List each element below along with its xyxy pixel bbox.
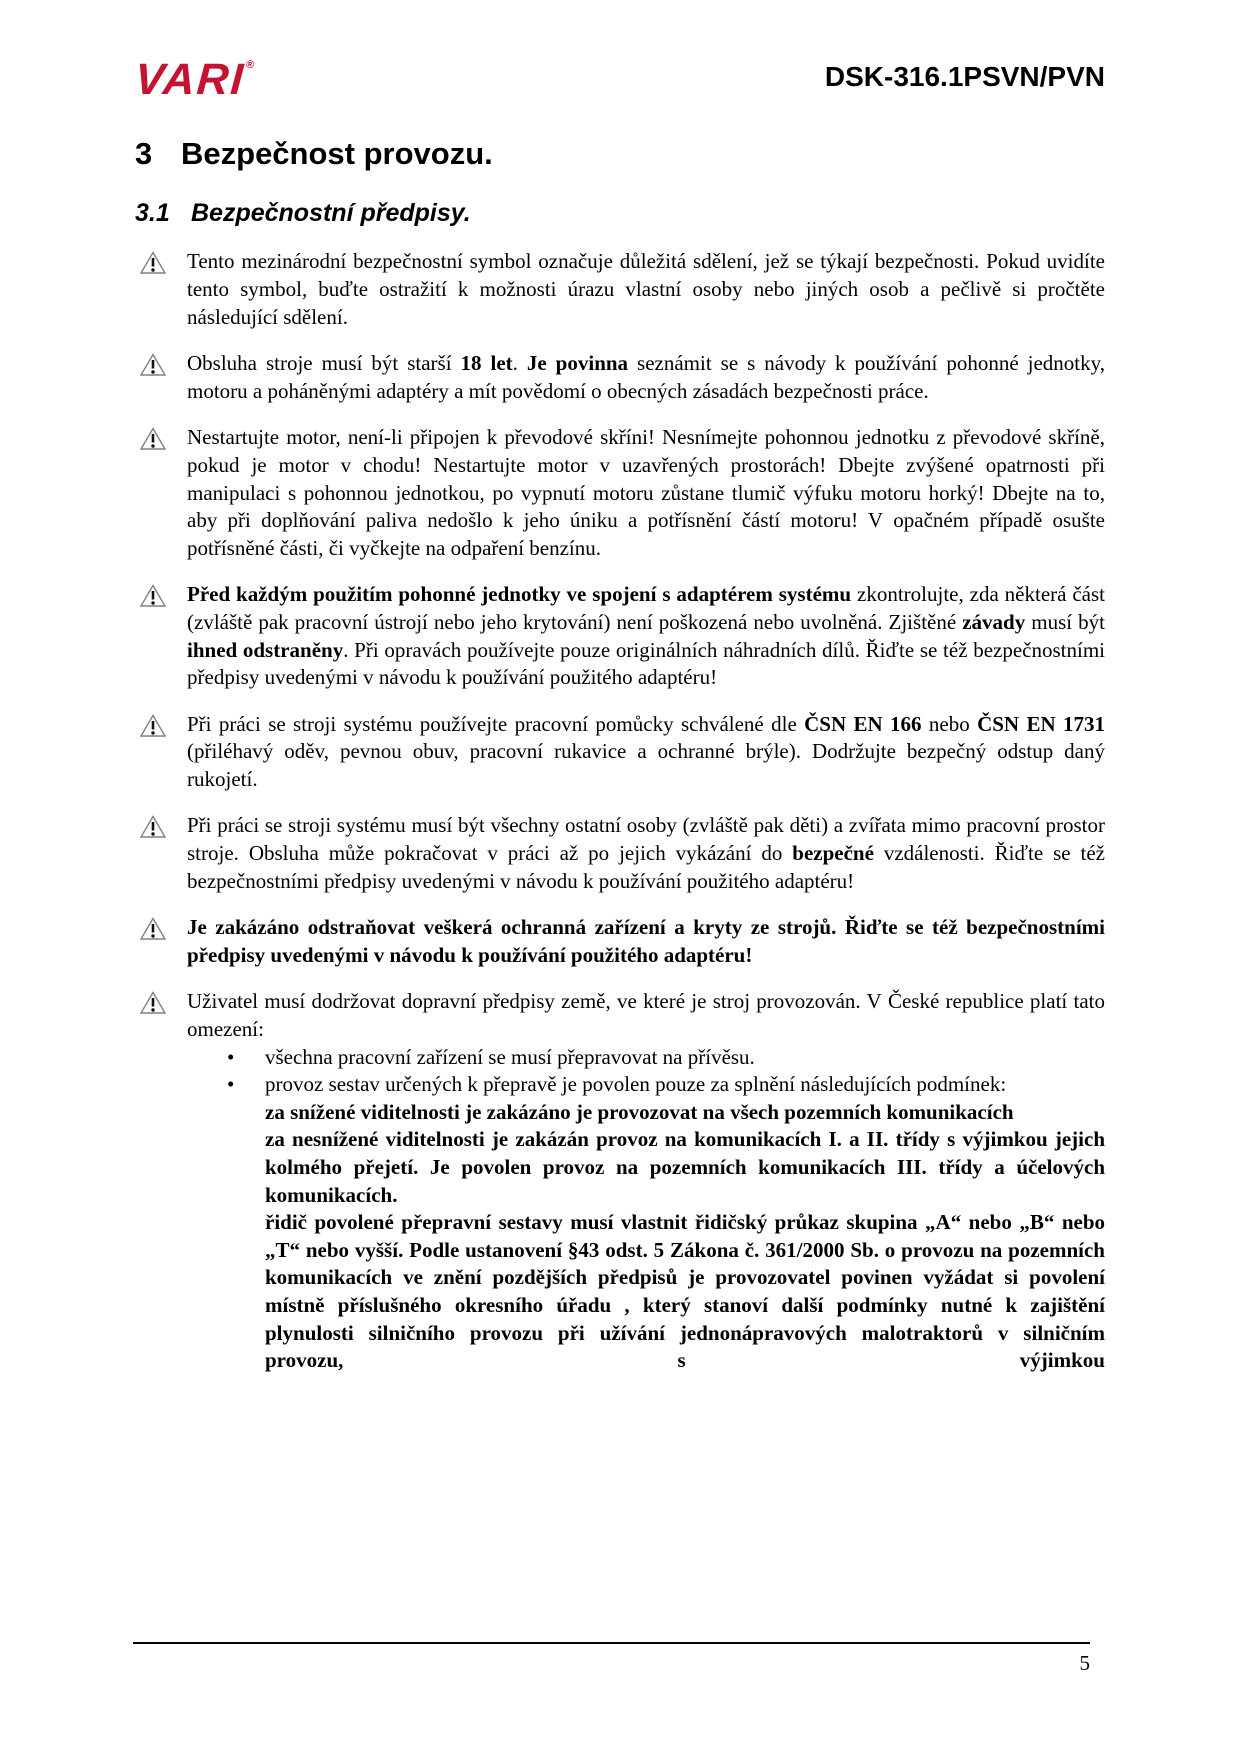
text-run: vzdálenosti. Řiďte se též bezpečnostními předpisy uvedenými v návodu k používání použitého adaptéru! — [187, 841, 1106, 893]
safety-paragraph — [135, 424, 1105, 562]
condition-paragraph — [135, 1099, 1105, 1127]
registered-trademark-icon: ® — [245, 59, 255, 71]
text-run: Při práci se stroji systému používejte pracovní pomůcky schválené dle — [187, 711, 805, 736]
text-run: Obsluha stroje musí být starší — [187, 351, 461, 376]
safety-paragraph — [135, 988, 1105, 1043]
text-run: závady — [962, 609, 1026, 634]
text-run: zkontrolujte, zda některá část (zvláště pak pracovní ústrojí nebo jeho krytování) není poškozená nebo uvolněná. Zjištěné — [187, 582, 1106, 634]
subsection-title: Bezpečnostní předpisy. — [191, 198, 471, 227]
section-title: Bezpečnost provozu. — [181, 136, 493, 171]
condition-paragraph — [135, 1126, 1105, 1209]
safety-paragraphs — [135, 248, 1105, 1374]
text-run: (přiléhavý oděv, pevnou obuv, pracovní rukavice a ochranné brýle). Dodržujte bezpečný odstup daný rukojetí. — [187, 739, 1105, 791]
warning-triangle-icon — [140, 584, 166, 608]
warning-triangle-icon — [140, 714, 166, 738]
page-body — [135, 136, 1105, 1375]
bullet-item — [135, 1044, 1105, 1072]
text-run: Uživatel musí dodržovat dopravní předpisy země, ve které je stroj provozován. V České republice platí tato omezení: — [187, 989, 1105, 1042]
safety-paragraph — [135, 812, 1105, 895]
text-run: řidič povolené přepravní sestavy musí vlastnit řidičský průkaz skupina „A“ nebo „B“ nebo „T“ nebo vyšší. Podle ustanovení §43 odst. 5 Zákona č. 361/2000 Sb. o provozu na pozemních komunikacích ve znění pozdějších předpisů je provozovatel povinen vyžádat si povolení místně příslušného okresního úřadu , který stanoví další podmínky nutné k zajištění plynulosti silničního provozu při užívání jednonápravových malotraktorů v silničním provozu, s výjimkou — [265, 1210, 1105, 1373]
safety-paragraph — [135, 248, 1105, 331]
text-run: 18 let — [460, 351, 513, 376]
text-run: . Při opravách používejte pouze originálních náhradních dílů. Řiďte se též bezpečnostními předpisy uvedenými v návodu k používání použitého adaptéru! — [187, 637, 1105, 690]
text-run: provoz sestav určených k přepravě je povolen pouze za splnění následujících podmínek: — [265, 1072, 1007, 1097]
text-run: seznámit se s návody k používání pohonné jednotky, motoru a poháněnými adaptéry a mít povědomí o obecných zásadách bezpečnosti práce. — [187, 351, 1105, 403]
text-run: musí být — [1025, 609, 1105, 634]
safety-paragraph — [135, 581, 1105, 691]
text-run: Je zakázáno odstraňovat veškerá ochranná zařízení a kryty ze strojů. Řiďte se též bezpečnostními předpisy uvedenými v návodu k používání použitého adaptéru! — [187, 915, 1105, 967]
text-run: Při práci se stroji systému musí být všechny ostatní osoby (zvláště pak děti) a zvířata mimo pracovní prostor stroje. Obsluha může pokračovat v práci až po jejich vykázání do — [187, 813, 1105, 866]
text-run: Nestartujte motor, není-li připojen k převodové skříni! Nesnímejte pohonnou jednotku z převodové skříně, pokud je motor v chodu! Nestartujte motor v uzavřených prostorách! Dbejte zvýšené opatrnosti při manipulaci s pohonnou jednotkou, po vypnutí motoru zůstane tlumič výfuku motoru horký! Dbejte na to, aby při doplňování paliva nedošlo k jeho úniku a potřísnění částí motoru! V opačném případě osušte potřísněné části, či vyčkejte na odpaření benzínu. — [187, 425, 1105, 560]
text-run: Tento mezinárodní bezpečnostní symbol označuje důležitá sdělení, jež se týkají bezpečnosti. Pokud uvidíte tento symbol, buďte ostražití k možnosti úrazu vlastní osoby nebo jiných osob a pečlivě si pročtěte následující sdělení. — [187, 249, 1105, 329]
document-code: DSK-316.1PSVN/PVN — [824, 61, 1105, 92]
text-run: . — [512, 351, 527, 376]
warning-triangle-icon — [140, 815, 166, 839]
warning-triangle-icon — [140, 427, 166, 451]
subsection-heading — [135, 199, 1105, 228]
safety-paragraph — [135, 914, 1105, 969]
page-header — [133, 55, 1105, 104]
safety-paragraph — [135, 711, 1105, 794]
text-run: za snížené viditelnosti je zakázáno je provozovat na všech pozemních komunikacích — [265, 1099, 1014, 1124]
text-run: všechna pracovní zařízení se musí přepravovat na přívěsu. — [265, 1044, 755, 1069]
bullet-dot-icon: • — [227, 1044, 235, 1069]
warning-triangle-icon — [140, 917, 166, 941]
bullet-dot-icon: • — [227, 1072, 235, 1097]
text-run: Před každým použitím pohonné jednotky ve spojení s adaptérem systému — [187, 582, 852, 607]
page-footer — [133, 1642, 1090, 1676]
text-run: bezpečné — [792, 841, 874, 866]
text-run: ČSN EN 166 — [804, 711, 922, 736]
section-number: 3 — [135, 136, 153, 171]
page-number: 5 — [1079, 1651, 1090, 1675]
text-run: za nesnížené viditelnosti je zakázán provoz na komunikacích I. a II. třídy s výjimkou jejich kolmého přejetí. Je povolen provoz na pozemních komunikacích III. třídy a účelových komunikacích. — [265, 1127, 1105, 1207]
section-heading — [135, 136, 1105, 172]
bullet-item — [135, 1071, 1105, 1099]
condition-paragraph — [135, 1209, 1105, 1375]
vari-logo — [133, 55, 255, 104]
warning-triangle-icon — [140, 353, 166, 377]
text-run: ČSN EN 1731 — [977, 711, 1105, 736]
safety-paragraph — [135, 350, 1105, 405]
subsection-number: 3.1 — [135, 198, 170, 227]
warning-triangle-icon — [140, 251, 166, 275]
warning-triangle-icon — [140, 991, 166, 1015]
vari-logo-text: VARI — [133, 55, 247, 104]
text-run: ihned odstraněny — [187, 637, 344, 662]
text-run: Je povinna — [526, 351, 629, 376]
text-run: nebo — [921, 711, 978, 736]
